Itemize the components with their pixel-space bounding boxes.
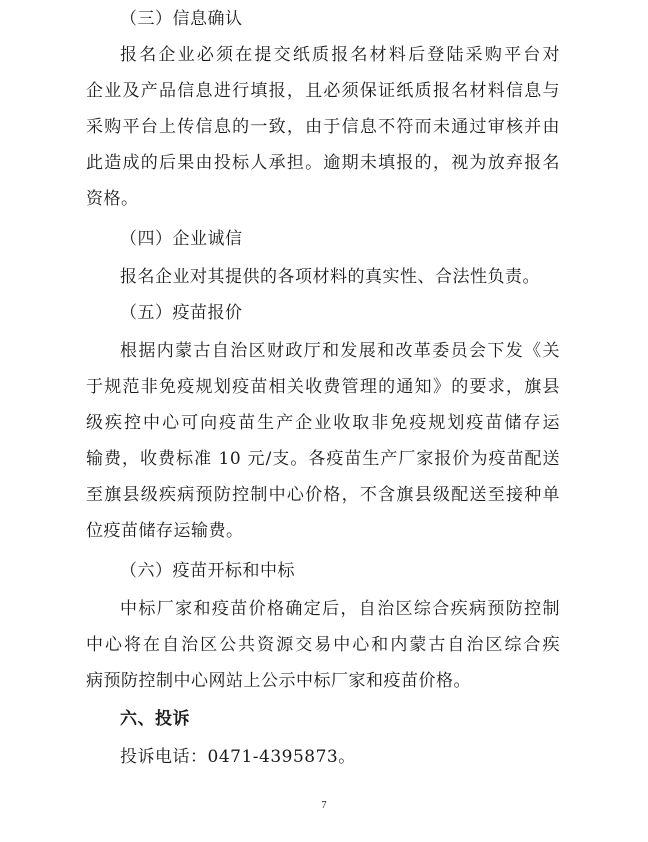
paragraph-line: 资格。 — [86, 189, 139, 209]
paragraph-line: 输费，收费标准 10 元/支。各疫苗生产厂家报价为疫苗配送 — [86, 449, 560, 469]
section-heading-info-confirm: （三）信息确认 — [120, 9, 243, 29]
paragraph-line: 级疾控中心可向疫苗生产企业收取非免疫规划疫苗储存运 — [86, 413, 560, 433]
paragraph-line: 中标厂家和疫苗价格确定后，自治区综合疾病预防控制 — [120, 599, 560, 619]
paragraph-line: 根据内蒙古自治区财政厅和发展和改革委员会下发《关 — [120, 341, 560, 361]
section-heading-vaccine-quote: （五）疫苗报价 — [120, 303, 243, 323]
section-heading-enterprise-integrity: （四）企业诚信 — [120, 229, 243, 249]
paragraph-line: 报名企业必须在提交纸质报名材料后登陆采购平台对 — [120, 45, 560, 65]
section-heading-bid-opening: （六）疫苗开标和中标 — [120, 561, 295, 581]
paragraph-line: 企业及产品信息进行填报，且必须保证纸质报名材料信息与 — [86, 81, 560, 101]
paragraph-line: 病预防控制中心网站上公示中标厂家和疫苗价格。 — [86, 671, 471, 691]
paragraph-line: 位疫苗储存运输费。 — [86, 521, 244, 541]
paragraph-line: 中心将在自治区公共资源交易中心和内蒙古自治区综合疾 — [86, 635, 560, 655]
page-number: 7 — [321, 800, 327, 811]
paragraph-line: 于规范非免疫规划疫苗相关收费管理的通知》的要求，旗县 — [86, 377, 560, 397]
paragraph-line: 此造成的后果由投标人承担。逾期未填报的，视为放弃报名 — [86, 153, 560, 173]
complaint-phone-line: 投诉电话：0471-4395873。 — [120, 747, 356, 767]
paragraph-line: 报名企业对其提供的各项材料的真实性、合法性负责。 — [120, 267, 540, 287]
section-heading-complaints: 六、投诉 — [120, 709, 190, 729]
paragraph-line: 采购平台上传信息的一致，由于信息不符而未通过审核并由 — [86, 117, 560, 137]
paragraph-line: 至旗县级疾病预防控制中心价格，不含旗县级配送至接种单 — [86, 485, 560, 505]
